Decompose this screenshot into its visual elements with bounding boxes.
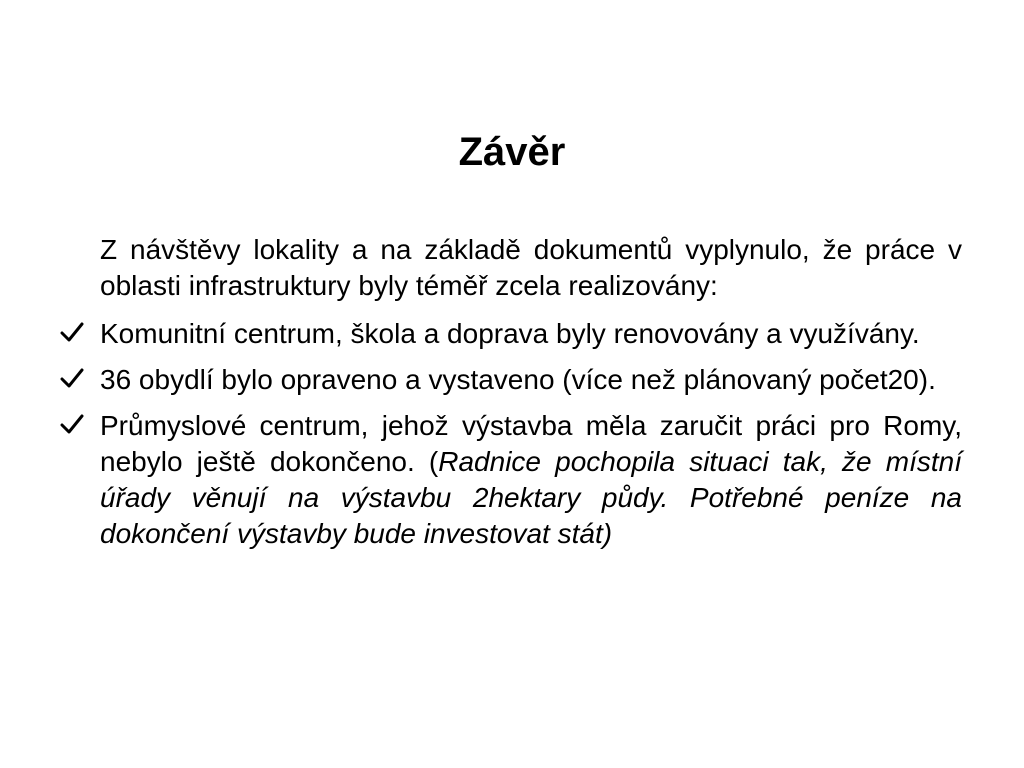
- bullet-item: [60, 316, 962, 352]
- slide-title: Závěr: [458, 130, 566, 174]
- checkmark-icon: [60, 362, 90, 398]
- bullet-text: Komunitní centrum, škola a doprava byly renovovány a využívány.: [100, 318, 920, 349]
- bullet-item: [60, 408, 962, 552]
- bullet-text: Průmyslové centrum, jehož výstavba měla zaručit práci pro Romy, nebylo ještě dokončeno. (: [100, 410, 962, 477]
- bullet-text: 36 obydlí bylo opraveno a vystaveno (více než plánovaný počet20).: [100, 364, 936, 395]
- checkmark-icon: [60, 316, 90, 352]
- slide-body: [60, 232, 962, 562]
- bullet-item: [60, 362, 962, 398]
- checkmark-icon: [60, 408, 90, 444]
- bullet-italic-text: Radnice pochopila situaci tak, že místní úřady věnují na výstavbu 2hektary půdy. Potřebné peníze na dokončení výstavby bude investovat stát): [100, 446, 962, 549]
- intro-paragraph: Z návštěvy lokality a na základě dokumentů vyplynulo, že práce v oblasti infrastruktury byly téměř zcela realizovány:: [100, 234, 962, 301]
